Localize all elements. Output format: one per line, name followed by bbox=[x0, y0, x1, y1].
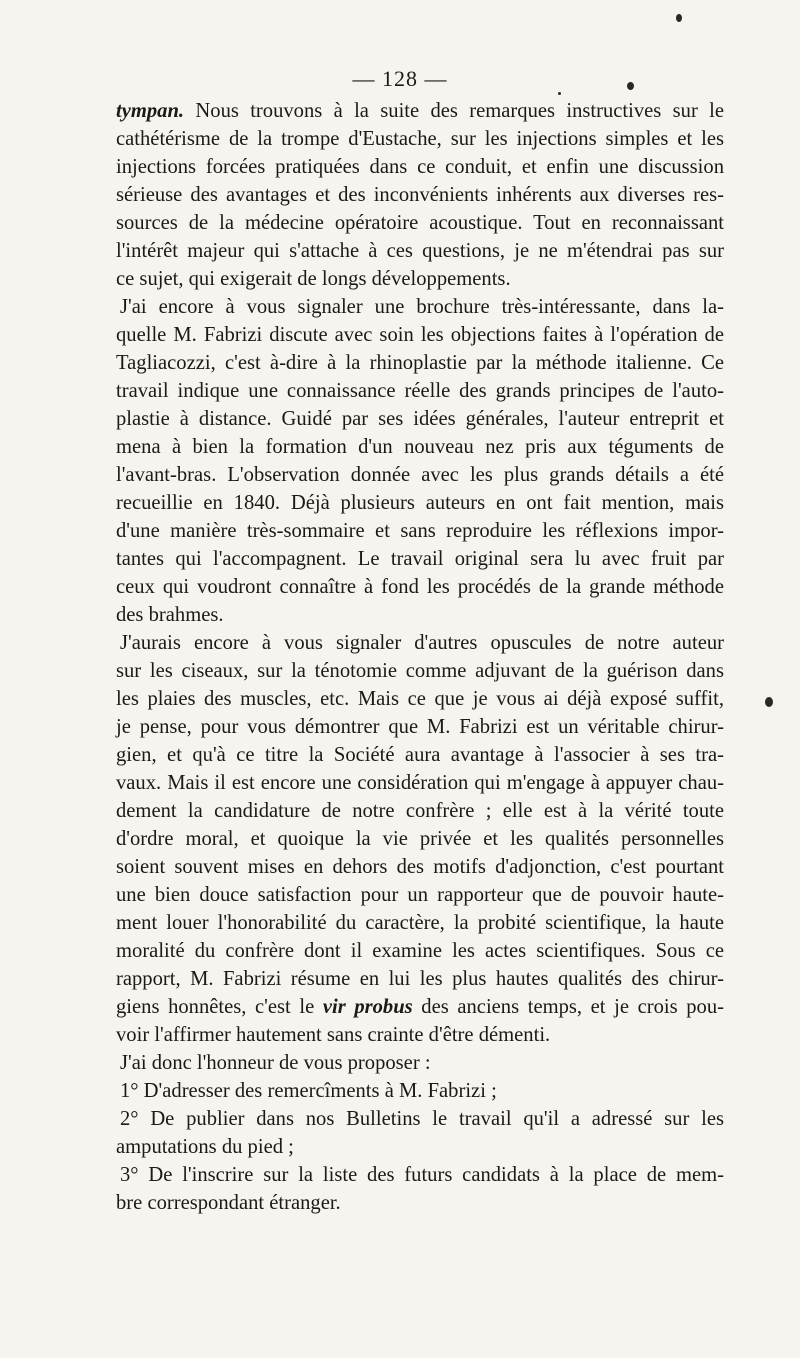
line-text: plastie à distance. Guidé par ses idées générales, l'auteur entreprit et bbox=[116, 408, 724, 430]
text-line bbox=[116, 965, 724, 993]
line-text: 1° D'adresser des remercîments à M. Fabrizi ; bbox=[120, 1080, 497, 1102]
line-text: ce sujet, qui exigerait de longs développements. bbox=[116, 268, 511, 290]
text-line bbox=[116, 629, 724, 657]
line-text: travail indique une connaissance réelle des grands principes de l'auto- bbox=[116, 380, 724, 402]
ink-speck bbox=[558, 92, 561, 95]
line-text: bre correspondant étranger. bbox=[116, 1192, 341, 1214]
line-text: injections forcées pratiquées dans ce conduit, et enfin une discussion bbox=[116, 156, 724, 178]
paragraph bbox=[116, 1049, 724, 1077]
line-text: amputations du pied ; bbox=[116, 1136, 294, 1158]
text-line bbox=[116, 405, 724, 433]
text-line bbox=[116, 1077, 724, 1105]
line-text: dement la candidature de notre confrère ; elle est à la vérité toute bbox=[116, 800, 724, 822]
line-text: les plaies des muscles, etc. Mais ce que je vous ai déjà exposé suffit, bbox=[116, 688, 724, 710]
text-line bbox=[116, 265, 724, 293]
text-line bbox=[116, 825, 724, 853]
text-line bbox=[116, 321, 724, 349]
text-line bbox=[116, 741, 724, 769]
text-line bbox=[116, 881, 724, 909]
line-text: d'ordre moral, et quoique la vie privée et les qualités personnelles bbox=[116, 828, 724, 850]
line-text: d'une manière très-sommaire et sans reproduire les réflexions impor- bbox=[116, 520, 724, 542]
line-text: sur les ciseaux, sur la ténotomie comme adjuvant de la guérison dans bbox=[116, 660, 724, 682]
body-text bbox=[116, 97, 724, 1217]
line-text: voir l'affirmer hautement sans crainte d'être démenti. bbox=[116, 1024, 551, 1046]
ink-speck bbox=[765, 697, 773, 707]
text-line bbox=[116, 545, 724, 573]
text-line bbox=[116, 1049, 724, 1077]
paragraph bbox=[116, 629, 724, 1049]
text-line bbox=[116, 993, 724, 1021]
paragraph bbox=[116, 1161, 724, 1217]
text-line bbox=[116, 601, 724, 629]
text-line bbox=[116, 153, 724, 181]
text-line bbox=[116, 517, 724, 545]
text-line bbox=[116, 909, 724, 937]
text-line bbox=[116, 1133, 724, 1161]
text-line bbox=[116, 97, 724, 125]
line-text: sérieuse des avantages et des inconvénients inhérents aux diverses res- bbox=[116, 184, 724, 206]
line-text: des brahmes. bbox=[116, 604, 224, 626]
text-line bbox=[116, 349, 724, 377]
line-text: recueillie en 1840. Déjà plusieurs auteurs en ont fait mention, mais bbox=[116, 492, 724, 514]
text-line bbox=[116, 181, 724, 209]
line-text: une bien douce satisfaction pour un rapporteur que de pouvoir haute- bbox=[116, 884, 724, 906]
line-text: l'intérêt majeur qui s'attache à ces questions, je ne m'étendrai pas sur bbox=[116, 240, 724, 262]
line-text: tantes qui l'accompagnent. Le travail original sera lu avec fruit par bbox=[116, 548, 724, 570]
latin-phrase: vir probus bbox=[322, 996, 413, 1018]
paragraph bbox=[116, 97, 724, 293]
ink-speck bbox=[627, 82, 634, 90]
text-line bbox=[116, 1021, 724, 1049]
line-text: rapport, M. Fabrizi résume en lui les plus hautes qualités des chirur- bbox=[116, 968, 724, 990]
line-text: Nous trouvons à la suite des remarques instructives sur le bbox=[184, 100, 724, 122]
text-line bbox=[116, 125, 724, 153]
text-line bbox=[116, 853, 724, 881]
line-text: J'ai encore à vous signaler une brochure très-intéressante, dans la- bbox=[120, 296, 724, 318]
paragraph bbox=[116, 293, 724, 629]
page-number: — 128 — bbox=[352, 66, 448, 91]
line-text: Tagliacozzi, c'est à-dire à la rhinoplastie par la méthode italienne. Ce bbox=[116, 352, 724, 374]
line-text: 2° De publier dans nos Bulletins le travail qu'il a adressé sur les bbox=[120, 1108, 724, 1130]
ink-speck bbox=[676, 14, 682, 22]
line-text: moralité du confrère dont il examine les actes scientifiques. Sous ce bbox=[116, 940, 724, 962]
line-text: J'ai donc l'honneur de vous proposer : bbox=[120, 1052, 431, 1074]
text-line bbox=[116, 573, 724, 601]
line-text: soient souvent mises en dehors des motifs d'adjonction, c'est pourtant bbox=[116, 856, 724, 878]
line-text: quelle M. Fabrizi discute avec soin les objections faites à l'opération de bbox=[116, 324, 724, 346]
line-text: ceux qui voudront connaître à fond les procédés de la grande méthode bbox=[116, 576, 724, 598]
text-line bbox=[116, 685, 724, 713]
line-text: je pense, pour vous démontrer que M. Fabrizi est un véritable chirur- bbox=[116, 716, 724, 738]
text-line bbox=[116, 377, 724, 405]
line-text: gien, et qu'à ce titre la Société aura avantage à l'associer à ses tra- bbox=[116, 744, 724, 766]
line-text: 3° De l'inscrire sur la liste des futurs candidats à la place de mem- bbox=[120, 1164, 724, 1186]
line-text: des anciens temps, et je crois pou- bbox=[412, 996, 724, 1018]
text-line bbox=[116, 1105, 724, 1133]
text-line bbox=[116, 209, 724, 237]
line-text: vaux. Mais il est encore une considération qui m'engage à appuyer chau- bbox=[116, 772, 724, 794]
line-text: l'avant-bras. L'observation donnée avec les plus grands détails a été bbox=[116, 464, 724, 486]
text-line bbox=[116, 237, 724, 265]
text-line bbox=[116, 1189, 724, 1217]
line-text: mena à bien la formation d'un nouveau nez pris aux téguments de bbox=[116, 436, 724, 458]
line-text: ment louer l'honorabilité du caractère, la probité scientifique, la haute bbox=[116, 912, 724, 934]
italic-lead-word: tympan. bbox=[116, 100, 185, 122]
text-line bbox=[116, 937, 724, 965]
text-line bbox=[116, 489, 724, 517]
line-text: sources de la médecine opératoire acoustique. Tout en reconnaissant bbox=[116, 212, 724, 234]
line-text: cathétérisme de la trompe d'Eustache, sur les injections simples et les bbox=[116, 128, 724, 150]
text-line bbox=[116, 461, 724, 489]
text-line bbox=[116, 657, 724, 685]
line-text: J'aurais encore à vous signaler d'autres opuscules de notre auteur bbox=[120, 632, 724, 654]
line-text: giens honnêtes, c'est le bbox=[116, 996, 323, 1018]
text-line bbox=[116, 293, 724, 321]
text-line bbox=[116, 769, 724, 797]
text-line bbox=[116, 713, 724, 741]
paragraph bbox=[116, 1077, 724, 1105]
text-line bbox=[116, 433, 724, 461]
text-line bbox=[116, 1161, 724, 1189]
paragraph bbox=[116, 1105, 724, 1161]
text-line bbox=[116, 797, 724, 825]
